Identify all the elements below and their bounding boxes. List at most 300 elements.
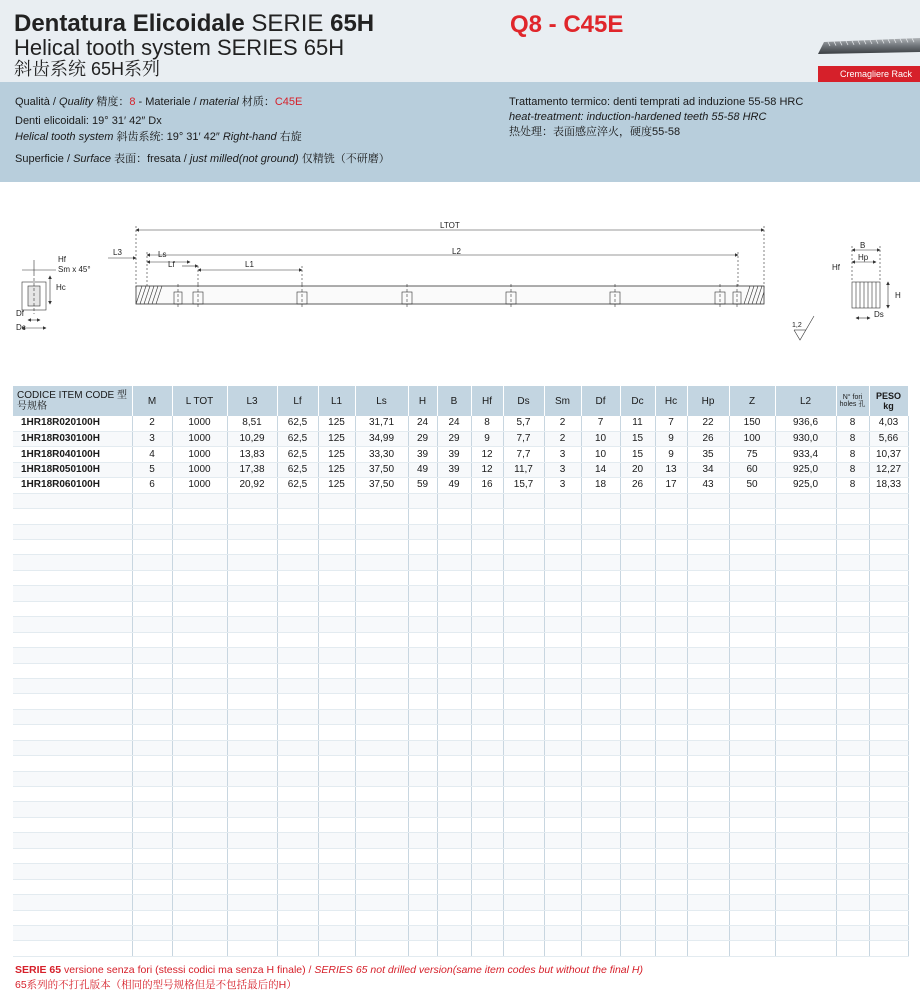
table-cell [227,740,277,755]
table-cell [318,941,355,956]
table-cell [775,771,836,786]
table-cell [655,740,687,755]
table-cell [471,756,503,771]
table-cell [277,756,318,771]
cell-code [13,756,132,771]
technical-drawing [0,200,920,370]
table-cell [869,493,908,508]
table-cell [775,678,836,693]
table-cell [655,586,687,601]
table-cell [729,725,775,740]
table-cell [227,771,277,786]
table-cell [503,771,544,786]
table-cell: 15 [620,431,655,446]
table-cell [729,509,775,524]
table-cell [132,787,172,802]
table-cell: 3 [544,447,581,462]
title-it-bold: Dentatura Elicoidale [14,10,245,37]
table-cell [620,817,655,832]
table-cell [544,725,581,740]
table-cell [355,787,408,802]
table-cell [620,586,655,601]
table-cell [227,678,277,693]
table-cell: 6 [132,478,172,493]
table-cell [172,663,227,678]
table-cell [775,833,836,848]
table-cell [729,617,775,632]
table-cell [318,648,355,663]
header-hc: Hc [655,386,687,416]
table-cell [655,817,687,832]
table-cell [471,586,503,601]
table-cell [318,663,355,678]
table-cell [227,601,277,616]
table-cell [408,756,437,771]
table-cell [869,617,908,632]
table-cell: 29 [408,431,437,446]
table-cell [836,663,869,678]
header-l1: L1 [318,386,355,416]
table-cell [544,910,581,925]
table-cell [544,879,581,894]
table-cell [581,524,620,539]
table-cell [437,555,471,570]
table-cell: 1000 [172,416,227,431]
table-cell [687,879,729,894]
table-cell [687,895,729,910]
rack-drawing-svg [0,200,920,370]
table-cell [544,617,581,632]
table-cell [437,493,471,508]
table-cell [775,895,836,910]
table-row-empty [13,570,908,585]
table-cell: 15,7 [503,478,544,493]
table-row-empty [13,617,908,632]
table-cell [687,694,729,709]
table-cell [869,678,908,693]
table-cell [775,493,836,508]
table-cell [132,678,172,693]
table-cell [277,848,318,863]
table-cell [471,509,503,524]
table-cell [408,725,437,740]
table-cell [836,833,869,848]
table-cell [503,817,544,832]
table-cell [227,617,277,632]
table-cell [544,570,581,585]
table-cell [729,787,775,802]
table-cell [437,817,471,832]
table-cell [471,879,503,894]
table-cell [869,694,908,709]
table-cell [172,678,227,693]
table-cell [277,941,318,956]
table-cell [132,864,172,879]
table-cell [132,555,172,570]
table-cell [620,509,655,524]
table-cell [655,725,687,740]
table-cell: 4,03 [869,416,908,431]
table-cell [869,756,908,771]
table-cell [620,709,655,724]
table-cell [620,493,655,508]
table-cell [471,555,503,570]
cell-code [13,771,132,786]
table-cell [132,493,172,508]
table-cell [132,540,172,555]
table-cell [687,787,729,802]
table-cell [620,617,655,632]
header-hp: Hp [687,386,729,416]
table-cell [227,817,277,832]
table-cell [729,648,775,663]
table-cell [355,632,408,647]
header-holes: N° fori holes 孔 [836,386,869,416]
table-cell: 17 [655,478,687,493]
table-cell [544,895,581,910]
table-cell [132,694,172,709]
table-cell [836,802,869,817]
table-cell [408,925,437,940]
table-cell [318,524,355,539]
cell-code [13,678,132,693]
table-cell [544,586,581,601]
table-cell [544,555,581,570]
table-cell [318,709,355,724]
table-cell [172,617,227,632]
table-cell: 20 [620,462,655,477]
table-cell [655,879,687,894]
table-cell [775,787,836,802]
table-cell [277,586,318,601]
table-cell [544,802,581,817]
header-l3: L3 [227,386,277,416]
table-row-empty [13,663,908,678]
table-cell [471,648,503,663]
table-cell: 22 [687,416,729,431]
table-cell [503,879,544,894]
table-row-empty [13,493,908,508]
table-cell [620,540,655,555]
table-cell [172,848,227,863]
table-cell [227,540,277,555]
table-cell [775,725,836,740]
table-cell: 12,27 [869,462,908,477]
table-cell: 7,7 [503,431,544,446]
table-cell [655,648,687,663]
table-cell [132,524,172,539]
table-cell [655,848,687,863]
table-cell [869,802,908,817]
table-cell: 39 [408,447,437,462]
cell-code [13,555,132,570]
table-cell [227,570,277,585]
table-cell [318,725,355,740]
table-cell [775,709,836,724]
table-cell [729,833,775,848]
table-row-empty [13,740,908,755]
table-cell: 8 [471,416,503,431]
table-cell [355,740,408,755]
table-cell [544,787,581,802]
header-code: CODICE ITEM CODE 型号规格 [13,386,132,416]
table-cell [408,941,437,956]
table-cell [836,941,869,956]
spec-surface: Superficie / Surface 表面：fresata / just milled(not ground) 仅精铣（不研磨） [15,153,390,165]
cell-code [13,787,132,802]
table-cell [172,925,227,940]
table-cell [408,586,437,601]
table-cell [132,910,172,925]
table-cell [503,694,544,709]
table-cell: 3 [544,462,581,477]
table-cell [581,663,620,678]
table-cell [355,570,408,585]
table-row-empty [13,910,908,925]
table-cell [318,540,355,555]
table-cell: 4 [132,447,172,462]
table-cell [729,879,775,894]
table-cell [318,787,355,802]
table-cell [437,632,471,647]
label-ltot: LTOT [440,221,460,230]
table-cell [775,864,836,879]
table-cell [775,632,836,647]
table-cell [620,570,655,585]
table-cell [836,570,869,585]
table-cell [277,725,318,740]
table-cell [687,632,729,647]
table-cell [581,895,620,910]
table-cell: 15 [620,447,655,462]
table-cell [408,555,437,570]
table-cell [729,663,775,678]
table-cell [687,586,729,601]
label-hc: Hc [56,283,66,292]
table-cell [227,895,277,910]
table-cell [227,632,277,647]
table-cell [471,493,503,508]
table-cell [227,802,277,817]
quality-material-badge: Q8 - C45E [510,11,624,38]
table-cell [355,802,408,817]
table-cell [729,910,775,925]
table-cell [471,787,503,802]
table-cell: 34,99 [355,431,408,446]
table-cell [775,601,836,616]
table-cell [318,925,355,940]
header-df: Df [581,386,620,416]
table-cell [355,709,408,724]
table-cell [355,586,408,601]
cell-code: 1HR18R040100H [13,447,132,462]
cell-code [13,617,132,632]
cell-code: 1HR18R050100H [13,462,132,477]
table-cell [581,771,620,786]
table-cell [503,787,544,802]
table-cell [581,601,620,616]
table-cell: 75 [729,447,775,462]
table-cell [355,925,408,940]
table-cell [355,864,408,879]
table-row-empty [13,817,908,832]
cell-code [13,925,132,940]
table-cell [437,524,471,539]
table-cell [655,493,687,508]
table-cell: 8 [836,447,869,462]
table-cell [775,925,836,940]
table-cell [620,555,655,570]
table-cell [775,910,836,925]
table-cell [132,848,172,863]
table-cell: 925,0 [775,478,836,493]
table-cell [437,895,471,910]
table-cell: 18 [581,478,620,493]
table-cell: 150 [729,416,775,431]
cell-code [13,817,132,832]
table-row-empty [13,586,908,601]
table-cell: 29 [437,431,471,446]
table-row [13,478,908,493]
table-cell [655,910,687,925]
table-cell [471,709,503,724]
table-cell [355,493,408,508]
header-ls: Ls [355,386,408,416]
table-cell [729,555,775,570]
table-cell [620,833,655,848]
table-cell [775,817,836,832]
table-cell [687,540,729,555]
table-cell [869,709,908,724]
specification-band [0,82,920,182]
table-cell [277,540,318,555]
table-cell [655,632,687,647]
table-cell [869,586,908,601]
table-cell [227,864,277,879]
table-cell [775,524,836,539]
table-cell: 930,0 [775,431,836,446]
table-cell [132,570,172,585]
table-cell [687,925,729,940]
table-cell [620,941,655,956]
table-cell [620,601,655,616]
table-cell [687,509,729,524]
table-cell: 5,7 [503,416,544,431]
table-cell [318,632,355,647]
table-cell [471,540,503,555]
table-cell [620,771,655,786]
table-cell [408,678,437,693]
table-cell [408,709,437,724]
table-cell [132,771,172,786]
table-cell [437,540,471,555]
table-cell [581,725,620,740]
table-cell: 9 [655,431,687,446]
table-cell [318,910,355,925]
table-row-empty [13,864,908,879]
table-cell [408,540,437,555]
table-cell [620,864,655,879]
table-cell [655,570,687,585]
table-cell [729,524,775,539]
table-cell [408,848,437,863]
table-row-empty [13,601,908,616]
table-cell [277,555,318,570]
footer-note [15,963,643,993]
cell-code [13,725,132,740]
table-cell [471,617,503,632]
table-cell [172,895,227,910]
table-cell [132,817,172,832]
table-cell [655,540,687,555]
table-cell [471,740,503,755]
table-cell [172,540,227,555]
table-cell [437,709,471,724]
table-cell [471,694,503,709]
table-cell [655,555,687,570]
table-cell: 8 [836,478,869,493]
table-cell [132,895,172,910]
table-cell [503,617,544,632]
table-cell [437,601,471,616]
table-cell [503,678,544,693]
table-row-empty [13,678,908,693]
table-cell [869,787,908,802]
table-cell [836,601,869,616]
table-cell [775,586,836,601]
table-cell [408,694,437,709]
table-cell [471,524,503,539]
table-cell [318,756,355,771]
table-row-empty [13,895,908,910]
table-cell [503,524,544,539]
table-cell [408,648,437,663]
table-cell [471,941,503,956]
table-cell [581,848,620,863]
table-cell [655,694,687,709]
table-cell [437,648,471,663]
table-cell [172,555,227,570]
title-italian [14,12,374,36]
table-cell: 7 [581,416,620,431]
table-cell [437,663,471,678]
table-cell [869,540,908,555]
table-cell [503,848,544,863]
table-cell [471,570,503,585]
table-cell [277,709,318,724]
label-roughness: 1,2 [792,322,802,329]
table-cell [277,570,318,585]
table-row-empty [13,555,908,570]
table-cell [471,771,503,786]
table-cell [408,740,437,755]
table-cell [503,864,544,879]
table-cell: 8 [836,416,869,431]
footer-line-1: SERIE 65 versione senza fori (stessi codici ma senza H finale) / SERIES 65 not drilled version(same item codes but without the final H) [15,964,643,976]
table-row [13,447,908,462]
table-cell [729,570,775,585]
table-cell [503,509,544,524]
table-cell [836,586,869,601]
table-cell [729,848,775,863]
table-cell [729,756,775,771]
table-cell: 3 [544,478,581,493]
table-cell [687,864,729,879]
table-cell [318,833,355,848]
table-cell [655,771,687,786]
table-row-empty [13,833,908,848]
table-cell [869,663,908,678]
